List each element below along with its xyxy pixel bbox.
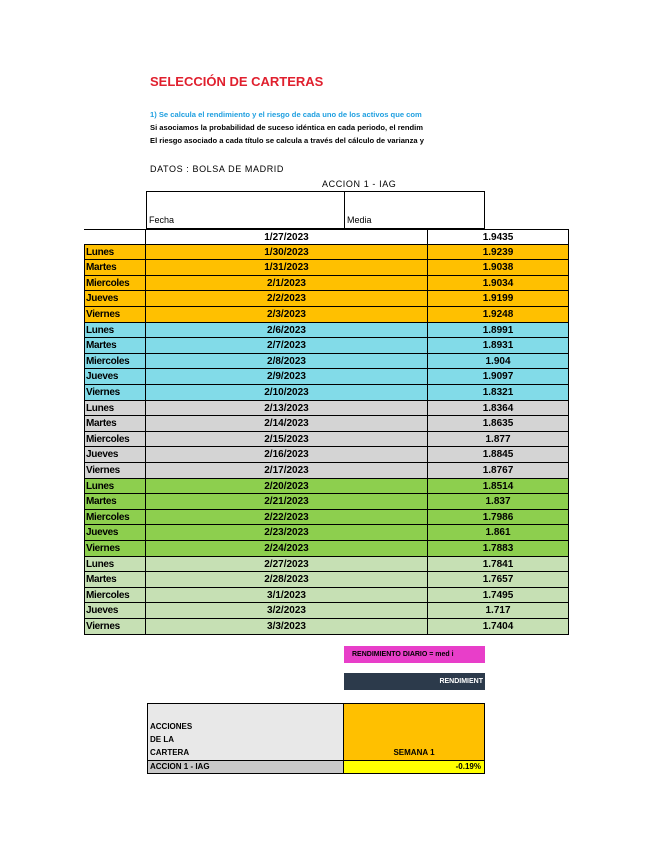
media-cell[interactable]: 1.8514 xyxy=(428,479,569,495)
semana-header-cell[interactable] xyxy=(344,703,485,761)
day-cell[interactable]: Viernes xyxy=(84,619,146,635)
table-row xyxy=(84,447,514,463)
day-cell[interactable]: Martes xyxy=(84,416,146,432)
day-cell[interactable]: Martes xyxy=(84,260,146,276)
date-cell[interactable]: 1/30/2023 xyxy=(146,245,428,261)
day-cell[interactable]: Miercoles xyxy=(84,432,146,448)
day-cell[interactable]: Jueves xyxy=(84,603,146,619)
table-row xyxy=(84,479,514,495)
table-row xyxy=(84,557,514,573)
date-cell[interactable]: 2/6/2023 xyxy=(146,323,428,339)
date-cell[interactable]: 2/3/2023 xyxy=(146,307,428,323)
day-cell[interactable]: Lunes xyxy=(84,323,146,339)
semana-header-label: SEMANA 1 xyxy=(393,748,435,757)
acciones-header-line-1: ACCIONES xyxy=(150,722,193,731)
day-cell[interactable]: Viernes xyxy=(84,307,146,323)
table-row xyxy=(84,260,514,276)
day-cell[interactable]: Lunes xyxy=(84,479,146,495)
media-cell[interactable]: 1.9199 xyxy=(428,291,569,307)
date-cell[interactable]: 2/24/2023 xyxy=(146,541,428,557)
date-cell[interactable]: 2/9/2023 xyxy=(146,369,428,385)
table-row xyxy=(84,572,514,588)
date-cell[interactable]: 3/1/2023 xyxy=(146,588,428,604)
datos-label: DATOS : BOLSA DE MADRID xyxy=(150,164,284,174)
acciones-header-line-3: CARTERA xyxy=(150,748,190,757)
media-cell[interactable]: 1.7404 xyxy=(428,619,569,635)
date-cell[interactable]: 2/8/2023 xyxy=(146,354,428,370)
table-row xyxy=(84,525,511,541)
date-cell[interactable]: 2/22/2023 xyxy=(146,510,428,526)
day-cell[interactable]: Viernes xyxy=(84,385,146,401)
day-cell[interactable]: Jueves xyxy=(84,447,146,463)
table-row xyxy=(84,463,514,479)
date-cell[interactable]: 2/13/2023 xyxy=(146,401,428,417)
date-cell[interactable]: 2/23/2023 xyxy=(146,525,428,541)
table-row xyxy=(84,494,511,510)
media-cell[interactable]: 1.8767 xyxy=(428,463,569,479)
day-cell[interactable]: Viernes xyxy=(84,541,146,557)
date-cell[interactable]: 2/14/2023 xyxy=(146,416,428,432)
table-row xyxy=(84,385,514,401)
fecha-header-label: Fecha xyxy=(149,215,175,225)
table-row xyxy=(84,588,514,604)
day-cell[interactable]: Miercoles xyxy=(84,276,146,292)
media-cell[interactable]: 1.9034 xyxy=(428,276,569,292)
media-cell[interactable]: 1.837 xyxy=(428,494,569,510)
date-cell[interactable]: 3/3/2023 xyxy=(146,619,428,635)
accion-row-label[interactable]: ACCION 1 - IAG xyxy=(147,761,344,774)
acciones-header-cell[interactable] xyxy=(147,703,344,761)
table-row xyxy=(84,229,514,245)
date-cell[interactable]: 1/27/2023 xyxy=(146,229,428,245)
media-cell[interactable]: 1.8364 xyxy=(428,401,569,417)
page-title: SELECCIÓN DE CARTERAS xyxy=(150,74,324,89)
table-row xyxy=(84,276,514,292)
day-cell[interactable]: Martes xyxy=(84,338,146,354)
media-cell[interactable]: 1.717 xyxy=(428,603,569,619)
table-row xyxy=(84,307,514,323)
rendimiento-dark-banner[interactable]: RENDIMIENT xyxy=(344,673,485,690)
day-cell[interactable]: Miercoles xyxy=(84,588,146,604)
table-row xyxy=(84,323,514,339)
intro-line-3: El riesgo asociado a cada título se calcula a través del cálculo de varianza y xyxy=(150,136,424,145)
accion-label: ACCION 1 - IAG xyxy=(322,179,397,189)
date-cell[interactable]: 2/15/2023 xyxy=(146,432,428,448)
day-cell[interactable]: Martes xyxy=(84,572,146,588)
table-row xyxy=(84,338,514,354)
table-row xyxy=(84,619,514,635)
table-row xyxy=(84,416,514,432)
day-cell[interactable]: Martes xyxy=(84,494,146,510)
date-cell[interactable]: 2/2/2023 xyxy=(146,291,428,307)
media-cell[interactable]: 1.904 xyxy=(428,354,569,370)
media-cell[interactable]: 1.7657 xyxy=(428,572,569,588)
day-cell[interactable]: Lunes xyxy=(84,401,146,417)
media-cell[interactable]: 1.8991 xyxy=(428,323,569,339)
media-cell[interactable]: 1.8635 xyxy=(428,416,569,432)
media-cell[interactable]: 1.8321 xyxy=(428,385,569,401)
media-cell[interactable]: 1.861 xyxy=(428,525,569,541)
day-cell[interactable]: Lunes xyxy=(84,245,146,261)
date-cell[interactable]: 2/28/2023 xyxy=(146,572,428,588)
media-cell[interactable]: 1.9435 xyxy=(428,229,569,245)
media-header[interactable] xyxy=(344,191,485,229)
table-row xyxy=(84,541,514,557)
rendimiento-diario-banner[interactable]: RENDIMIENTO DIARIO = med i xyxy=(344,646,485,663)
media-cell[interactable]: 1.8845 xyxy=(428,447,569,463)
media-cell[interactable]: 1.7841 xyxy=(428,557,569,573)
date-cell[interactable]: 2/16/2023 xyxy=(146,447,428,463)
table-row xyxy=(84,510,514,526)
media-cell[interactable]: 1.877 xyxy=(428,432,569,448)
day-cell[interactable] xyxy=(84,229,146,245)
date-cell[interactable]: 3/2/2023 xyxy=(146,603,428,619)
table-row xyxy=(84,354,511,370)
media-cell[interactable]: 1.7986 xyxy=(428,510,569,526)
table-row xyxy=(84,245,514,261)
media-cell[interactable]: 1.9038 xyxy=(428,260,569,276)
table-row xyxy=(84,369,514,385)
day-cell[interactable]: Miercoles xyxy=(84,354,146,370)
table-row xyxy=(84,291,514,307)
day-cell[interactable]: Lunes xyxy=(84,557,146,573)
media-cell[interactable]: 1.9097 xyxy=(428,369,569,385)
intro-line-2: Si asociamos la probabilidad de suceso idéntica en cada periodo, el rendim xyxy=(150,123,424,132)
date-cell[interactable]: 2/27/2023 xyxy=(146,557,428,573)
acciones-header-line-2: DE LA xyxy=(150,735,174,744)
table-row xyxy=(84,401,514,417)
media-cell[interactable]: 1.7495 xyxy=(428,588,569,604)
media-cell[interactable]: 1.9239 xyxy=(428,245,569,261)
day-cell[interactable]: Jueves xyxy=(84,369,146,385)
date-cell[interactable]: 2/1/2023 xyxy=(146,276,428,292)
table-row xyxy=(84,432,511,448)
accion-row-value[interactable]: -0.19% xyxy=(344,761,485,774)
fecha-header[interactable] xyxy=(146,191,345,229)
media-cell[interactable]: 1.8931 xyxy=(428,338,569,354)
media-header-label: Media xyxy=(347,215,372,225)
media-cell[interactable]: 1.9248 xyxy=(428,307,569,323)
intro-line-1: 1) Se calcula el rendimiento y el riesgo de cada uno de los activos que com xyxy=(150,110,422,119)
table-row xyxy=(84,603,511,619)
date-cell[interactable]: 2/10/2023 xyxy=(146,385,428,401)
day-cell[interactable]: Miercoles xyxy=(84,510,146,526)
day-cell[interactable]: Viernes xyxy=(84,463,146,479)
date-cell[interactable]: 1/31/2023 xyxy=(146,260,428,276)
media-cell[interactable]: 1.7883 xyxy=(428,541,569,557)
date-cell[interactable]: 2/21/2023 xyxy=(146,494,428,510)
date-cell[interactable]: 2/7/2023 xyxy=(146,338,428,354)
day-cell[interactable]: Jueves xyxy=(84,525,146,541)
day-cell[interactable]: Jueves xyxy=(84,291,146,307)
date-cell[interactable]: 2/20/2023 xyxy=(146,479,428,495)
date-cell[interactable]: 2/17/2023 xyxy=(146,463,428,479)
